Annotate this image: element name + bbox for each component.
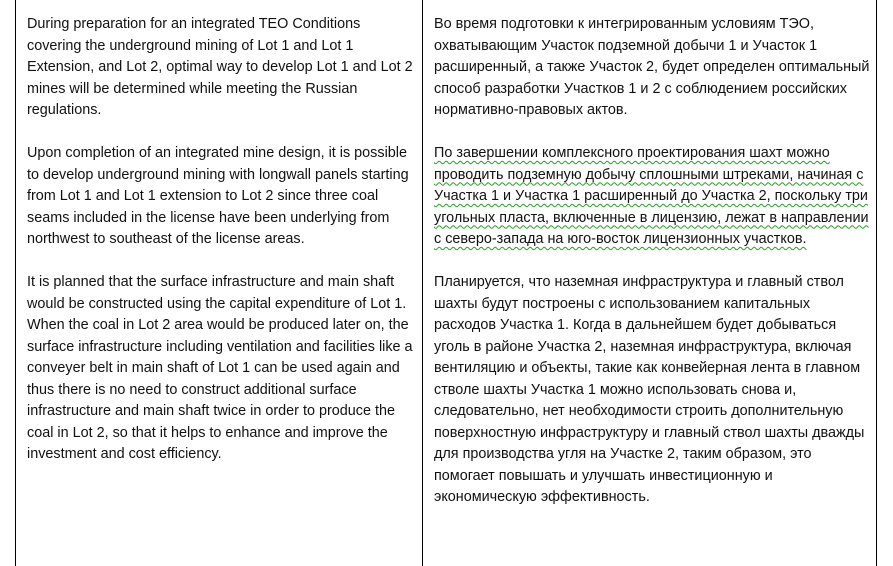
english-paragraph: During preparation for an integrated TEO Conditions covering the underground mining of Lot 1 and Lot 1 Extension, and Lot 2, optimal way to develop Lot 1 and Lot 2 mines will be determined while meeting the Russian regulations. [27, 16, 413, 118]
english-column [16, 0, 423, 566]
english-paragraph: Upon completion of an integrated mine design, it is possible to develop underground mining with longwall panels starting from Lot 1 and Lot 1 extension to Lot 2 since three coal seams included in the license have been underlying from northwest to southeast of the license areas. [27, 145, 409, 247]
russian-column [423, 0, 876, 566]
english-paragraph: It is planned that the surface infrastructure and main shaft would be constructed using the capital expenditure of Lot 1. When the coal in Lot 2 area would be produced later on, the surface infrastructure including ventilation and facilities like a conveyer belt in main shaft of Lot 1 can be used again and thus there is no need to construct additional surface infrastructure and main shaft twice in order to produce the coal in Lot 2, so that it helps to enhance and improve the investment and cost efficiency. [27, 274, 413, 462]
russian-paragraph: Планируется, что наземная инфраструктура и главный ствол шахты будут построены с использованием капитальных расходов Участка 1. Когда в дальнейшем будет добываться уголь в районе Участка 2, наземная инфраструктура, включая вентиляцию и объекты, такие как конвейерная лента в главном стволе шахты Участка 1 можно использовать снова и, следовательно, нет необходимости строить дополнительную поверхностную инфраструктуру и главный ствол шахты дважды для производства угля на Участке 2, таким образом, это помогает повышать и улучшать инвестиционную и экономическую эффективность. [434, 274, 865, 505]
russian-paragraph: Во время подготовки к интегрированным условиям ТЭО, охватывающим Участок подземной добычи 1 и Участок 1 расширенный, а также Участок 2, будет определен оптимальный способ разработки Участков 1 и 2 с соблюдением российских нормативно-правовых актов. [434, 16, 870, 118]
russian-paragraph-grammar-flagged: По завершении комплексного проектирования шахт можно проводить подземную добычу сплошными штреками, начиная с Участка 1 и Участка 1 расширенный до Участка 2, поскольку три угольных пласта, включенные в лицензию, лежат в направлении с северо-запада на юго-восток лицензионных участков. [434, 145, 869, 247]
bilingual-table [15, 0, 877, 566]
